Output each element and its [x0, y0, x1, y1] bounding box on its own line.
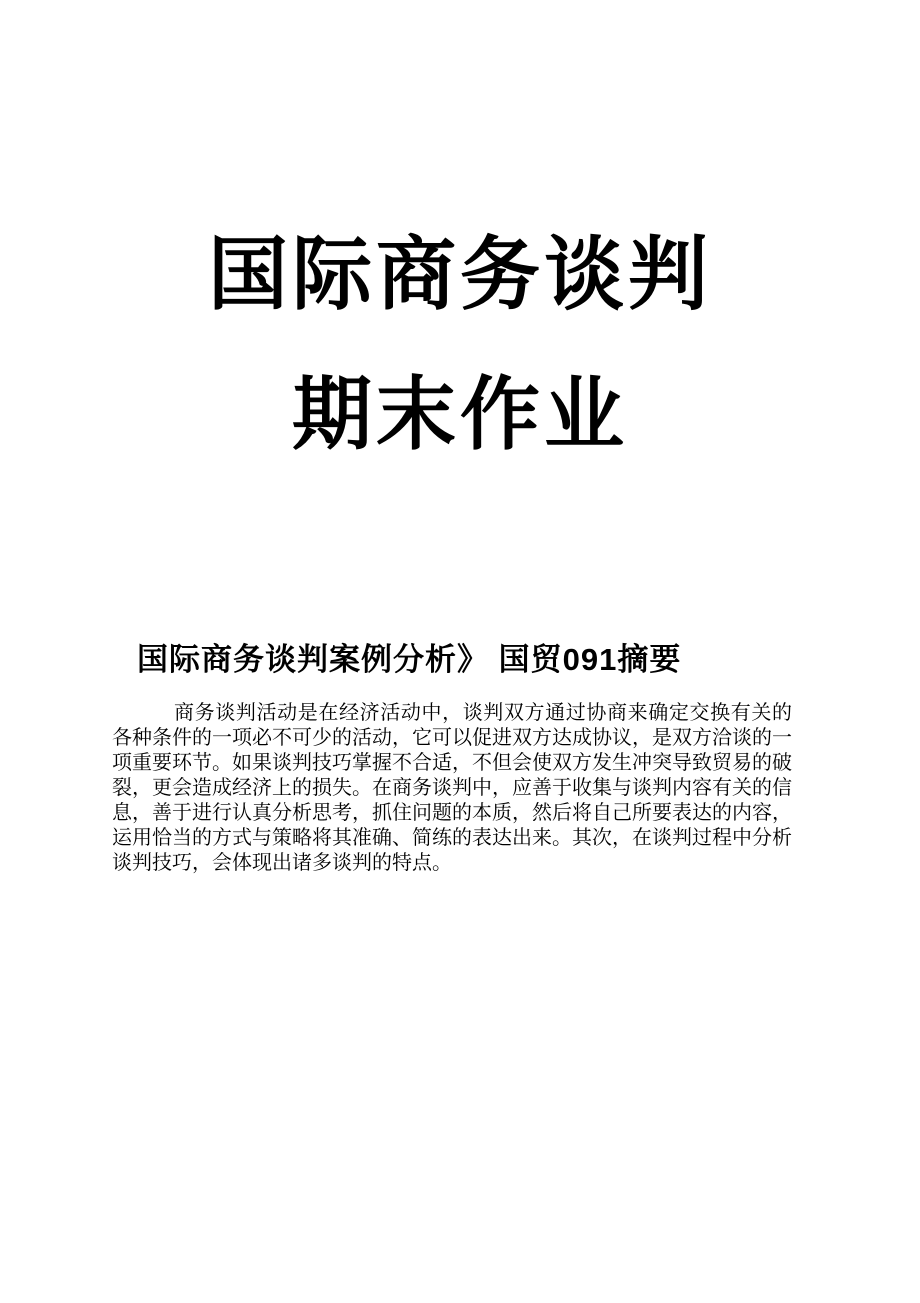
document-title-line-1: 国际商务谈判	[208, 230, 712, 319]
document-body	[112, 641, 792, 876]
document-title	[0, 0, 920, 485]
document-title-line-2: 期末作业	[292, 370, 628, 459]
section-heading: 国际商务谈判案例分析》 国贸091摘要	[137, 642, 682, 677]
abstract-paragraph: 商务谈判活动是在经济活动中，谈判双方通过协商来确定交换有关的各种条件的一项必不可少的活动，它可以促进双方达成协议，是双方洽谈的一项重要环节。如果谈判技巧掌握不合适，不但会使双方发生冲突导致贸易的破裂，更会造成经济上的损失。在商务谈判中，应善于收集与谈判内容有关的信息，善于进行认真分析思考，抓住问题的本质，然后将自己所要表达的内容，运用恰当的方式与策略将其准确、简练的表达出来。其次，在谈判过程中分析谈判技巧，会体现出诸多谈判的特点。	[112, 702, 792, 874]
